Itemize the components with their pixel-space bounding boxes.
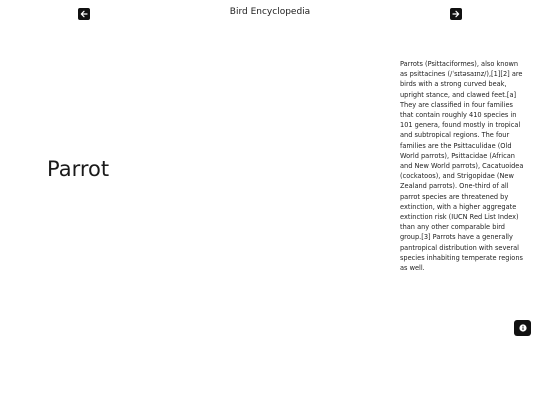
next-bird-button[interactable] bbox=[450, 8, 462, 20]
arrow-right-icon bbox=[452, 10, 460, 18]
info-button[interactable] bbox=[514, 320, 531, 336]
page-title: Bird Encyclopedia bbox=[229, 7, 311, 17]
bird-name-heading: Parrot bbox=[47, 157, 110, 181]
bird-description: Parrots (Psittaciformes), also known as psittacines (/ˈsɪtəsaɪnz/),[1][2] are birds with a strong curved beak, upright stance, and clawed feet.[a] They are classified in four families that contain roughly 410 species in 101 genera, found mostly in tropical and subtropical regions. The four families are the Psittaculidae (Old World parrots), Psittacidae (African and New World parrots), Cacatuoidea (cockatoos), and Strigopidae (New Zealand parrots). One-third of all parrot species are threatened by extinction, with a higher aggregate extinction risk (IUCN Red List Index) than any other comparable bird group.[3] Parrots have a generally pantropical distribution with several species inhabiting temperate regions as well. bbox=[400, 60, 524, 273]
info-icon bbox=[519, 324, 527, 332]
